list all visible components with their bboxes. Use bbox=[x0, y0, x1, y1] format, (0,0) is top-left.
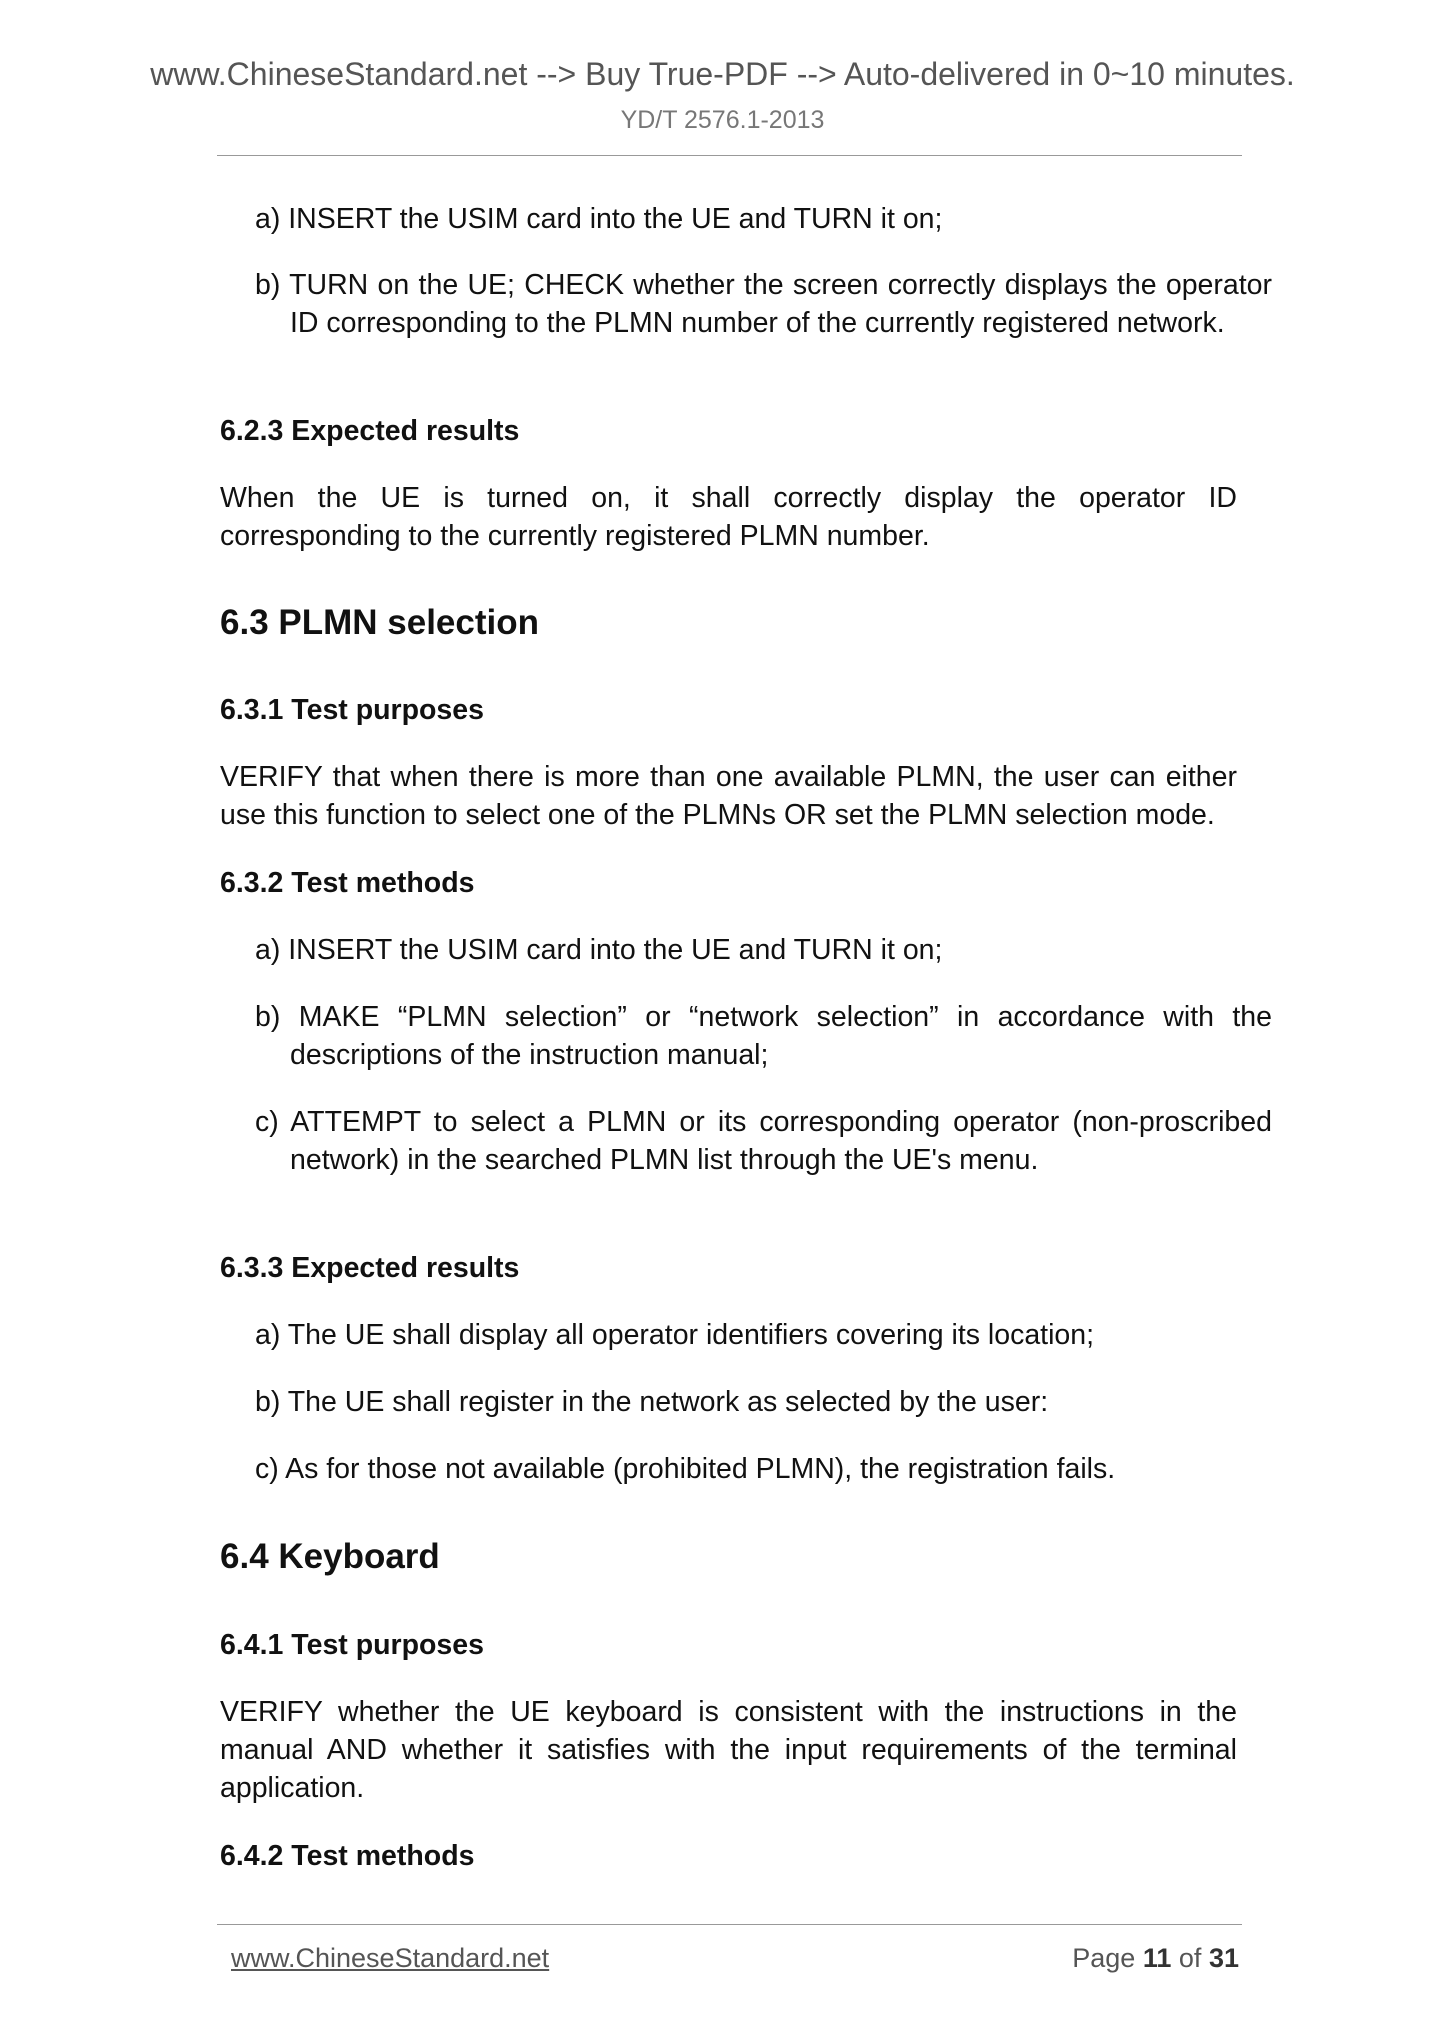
page-total: 31 bbox=[1208, 1943, 1239, 1973]
page-label: Page bbox=[1072, 1943, 1136, 1973]
list-item: a) The UE shall display all operator identifiers covering its location; bbox=[255, 1319, 1095, 1351]
list-item: a) INSERT the USIM card into the UE and TURN it on; bbox=[255, 203, 943, 235]
section-heading-6-2-3: 6.2.3 Expected results bbox=[220, 415, 520, 447]
paragraph: VERIFY whether the UE keyboard is consistent with the instructions in the manual AND whether it satisfies with the input requirements of the terminal application. bbox=[220, 1696, 1237, 1804]
page-number bbox=[1072, 1943, 1239, 1974]
page-of: of bbox=[1178, 1943, 1202, 1973]
footer-website-link[interactable]: www.ChineseStandard.net bbox=[231, 1943, 550, 1973]
list-item: b) MAKE “PLMN selection” or “network selection” in accordance with the descriptions of the instruction manual; bbox=[255, 1001, 1272, 1071]
paragraph: When the UE is turned on, it shall correctly display the operator ID corresponding to the currently registered PLMN number. bbox=[220, 482, 1237, 552]
section-heading-6-3-3: 6.3.3 Expected results bbox=[220, 1252, 520, 1284]
page-current: 11 bbox=[1142, 1943, 1172, 1973]
section-heading-6-3: 6.3 PLMN selection bbox=[220, 603, 539, 642]
list-item: c) ATTEMPT to select a PLMN or its corresponding operator (non-proscribed network) in the searched PLMN list through the UE's menu. bbox=[255, 1106, 1272, 1176]
section-heading-6-4-1: 6.4.1 Test purposes bbox=[220, 1629, 484, 1661]
footer-divider bbox=[217, 1924, 1242, 1925]
section-heading-6-3-1: 6.3.1 Test purposes bbox=[220, 694, 484, 726]
header-banner: www.ChineseStandard.net --> Buy True-PDF --> Auto-delivered in 0~10 minutes. bbox=[150, 56, 1295, 92]
list-item: a) INSERT the USIM card into the UE and TURN it on; bbox=[255, 934, 943, 966]
list-item: b) TURN on the UE; CHECK whether the screen correctly displays the operator ID corresponding to the PLMN number of the currently registered network. bbox=[255, 269, 1272, 339]
section-heading-6-4: 6.4 Keyboard bbox=[220, 1537, 440, 1576]
document-code: YD/T 2576.1-2013 bbox=[620, 106, 825, 134]
section-heading-6-3-2: 6.3.2 Test methods bbox=[220, 867, 475, 899]
section-heading-6-4-2: 6.4.2 Test methods bbox=[220, 1840, 475, 1872]
list-item: c) As for those not available (prohibited PLMN), the registration fails. bbox=[255, 1453, 1116, 1485]
list-item: b) The UE shall register in the network as selected by the user: bbox=[255, 1386, 1049, 1418]
paragraph: VERIFY that when there is more than one available PLMN, the user can either use this function to select one of the PLMNs OR set the PLMN selection mode. bbox=[220, 761, 1237, 831]
header-divider bbox=[217, 155, 1242, 156]
